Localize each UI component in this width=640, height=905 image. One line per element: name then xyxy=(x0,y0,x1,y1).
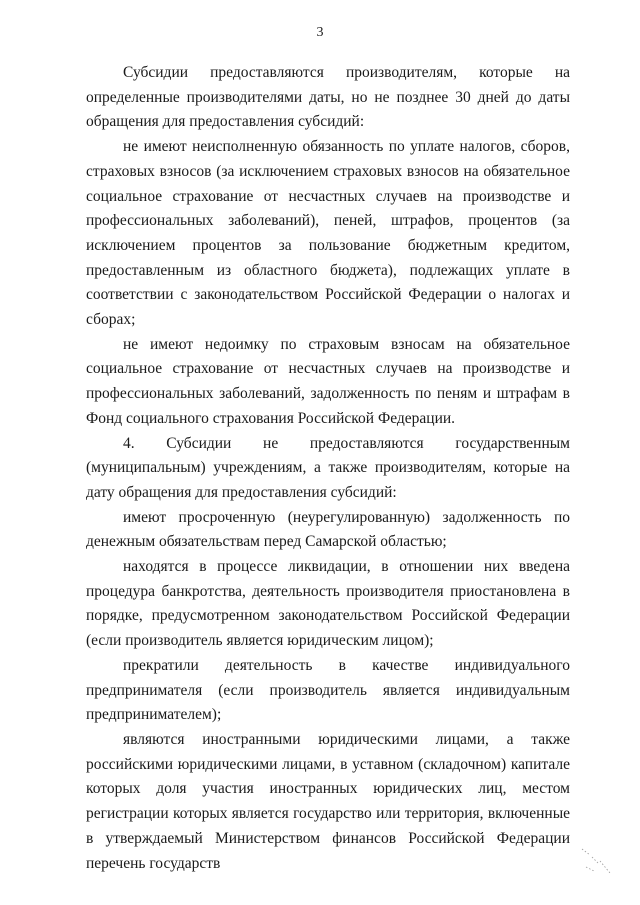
paragraph-foreign-entities: являются иностранными юридическими лицами, а также российскими юридическими лицами, в уставном (складочном) капитале которых доля участия иностранных юридических лиц, местом регистрации которых является государство или территория, включенные в утверждаемый Министерством финансов Российской Федерации перечень государств xyxy=(86,730,570,872)
paragraph-no-insurance-arrears: не имеют недоимку по страховым взносам на обязательное социальное страхование от несчастных случаев на производстве и профессиональных заболеваний, задолженность по пеням и штрафам в Фонд социального страхования Российской Федерации. xyxy=(86,335,570,427)
scan-artifact-icon xyxy=(576,841,616,881)
paragraph-overdue-debt: имеют просроченную (неурегулированную) задолженность по денежным обязательствам перед Самарской областью; xyxy=(86,508,570,551)
page-number: 3 xyxy=(316,25,324,40)
paragraph-ceased-activity: прекратили деятельность в качестве индивидуального предпринимателя (если производитель является индивидуальным предпринимателем); xyxy=(86,656,570,724)
document-body xyxy=(86,61,570,876)
paragraph-section-4: 4. Субсидии не предоставляются государственным (муниципальным) учреждениям, а также производителям, которые на дату обращения для предоставления субсидий: xyxy=(86,434,570,501)
paragraph-liquidation: находятся в процессе ликвидации, в отношении них введена процедура банкротства, деятельность производителя приостановлена в порядке, предусмотренном законодательством Российской Федерации (если производитель является юридическим лицом); xyxy=(86,558,570,650)
paragraph-intro: Субсидии предоставляются производителям, которые на определенные производителями даты, но не позднее 30 дней до даты обращения для предоставления субсидий: xyxy=(86,64,570,131)
paragraph-no-tax-debt: не имеют неисполненную обязанность по уплате налогов, сборов, страховых взносов (за исключением страховых взносов на обязательное социальное страхование от несчастных случаев на производстве и профессиональных заболеваний), пеней, штрафов, процентов (за исключением процентов за пользование бюджетным кредитом, предоставленным из областного бюджета), подлежащих уплате в соответствии с законодательством Российской Федерации о налогах и сборах; xyxy=(86,138,570,329)
